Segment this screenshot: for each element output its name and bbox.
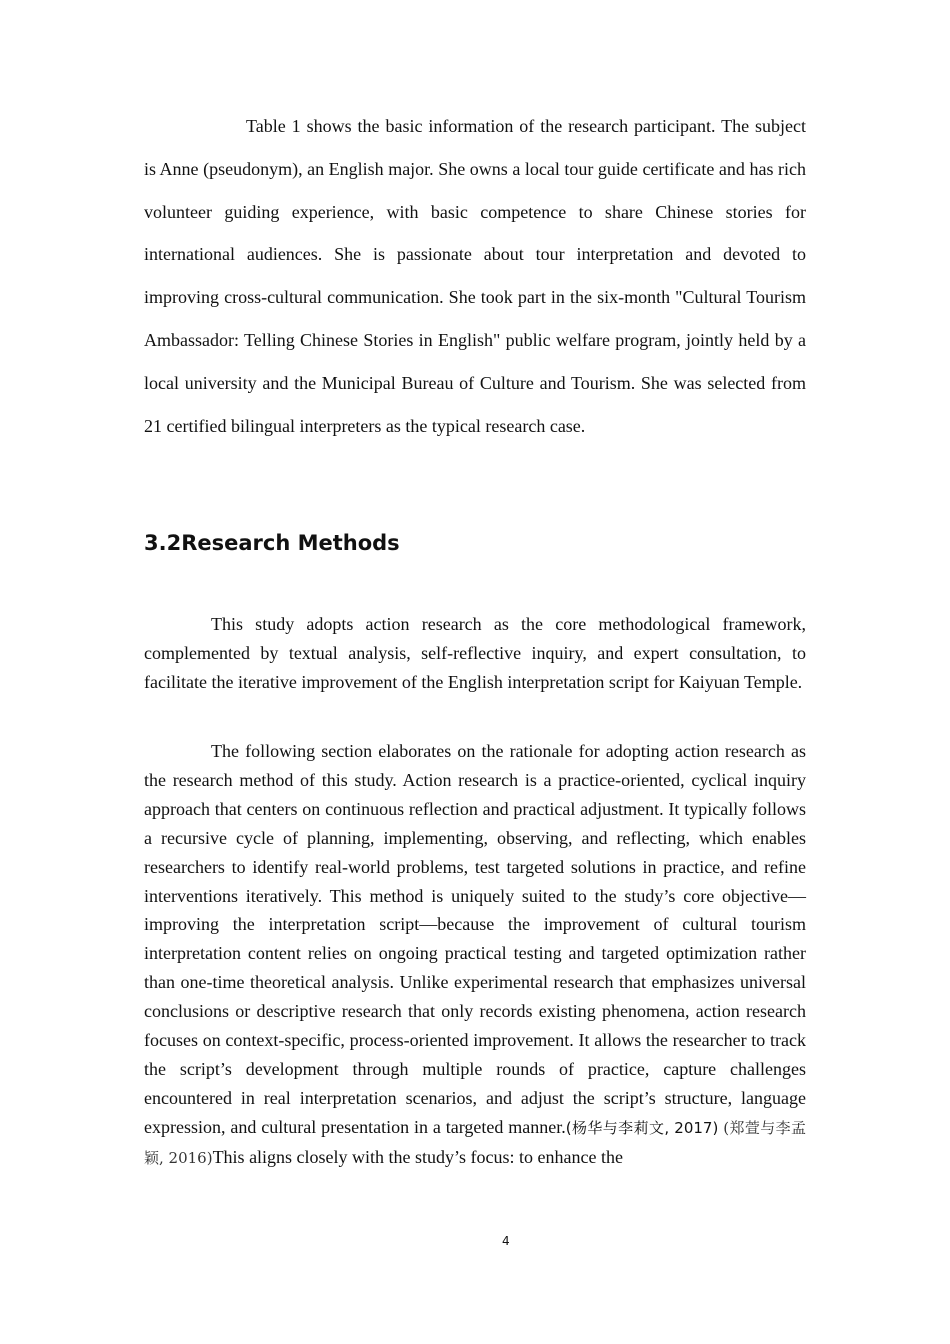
- action-research-paragraph: [144, 737, 806, 1173]
- methods-intro-paragraph: This study adopts action research as the core methodological framework, complemented by textual analysis, self-reflective inquiry, and expert consultation, to facilitate the iterative improvement of the English interpretation script for Kaiyuan Temple.: [144, 614, 806, 692]
- participant-paragraph: Table 1 shows the basic information of the research participant. The subject is Anne (pseudonym), an English major. She owns a local tour guide certificate and has rich volunteer guiding experience, with basic competence to share Chinese stories for international audiences. She is passionate about tour interpretation and devoted to improving cross-cultural communication. She took part in the six-month "Cultural Tourism Ambassador: Telling Chinese Stories in English" public welfare program, jointly held by a local university and the Municipal Bureau of Culture and Tourism. She was selected from 21 certified bilingual interpreters as the typical research case.: [144, 116, 806, 436]
- citation-zheng-li: (郑萱与李孟颖, 2016): [144, 1118, 807, 1167]
- citation-yang-li: (杨华与李莉文, 2017): [565, 1118, 719, 1137]
- action-research-text: The following section elaborates on the rationale for adopting action research as the research method of this study. Action research is a practice-oriented, cyclical inquiry approach that centers on continuous reflection and practical adjustment. It typically follows a recursive cycle of planning, implementing, observing, and reflecting, which enables researchers to identify real-world problems, test targeted solutions in practice, and refine interventions iteratively. This method is uniquely suited to the study’s core objective—improving the interpretation script—because the improvement of cultural tourism interpretation content relies on ongoing practical testing and targeted optimization rather than one-time theoretical analysis. Unlike experimental research that emphasizes universal conclusions or descriptive research that only records existing phenomena, action research focuses on context-specific, process-oriented improvement. It allows the researcher to track the script’s development through multiple rounds of practice, capture challenges encountered in real interpretation scenarios, and adjust the script’s structure, language expression, and cultural presentation in a targeted manner.: [144, 741, 806, 1137]
- document-page: [144, 0, 806, 1344]
- page-number: 4: [502, 1234, 510, 1248]
- section-heading: 3.2Research Methods: [144, 531, 400, 555]
- action-research-tail: This aligns closely with the study’s focus: to enhance the: [212, 1146, 623, 1167]
